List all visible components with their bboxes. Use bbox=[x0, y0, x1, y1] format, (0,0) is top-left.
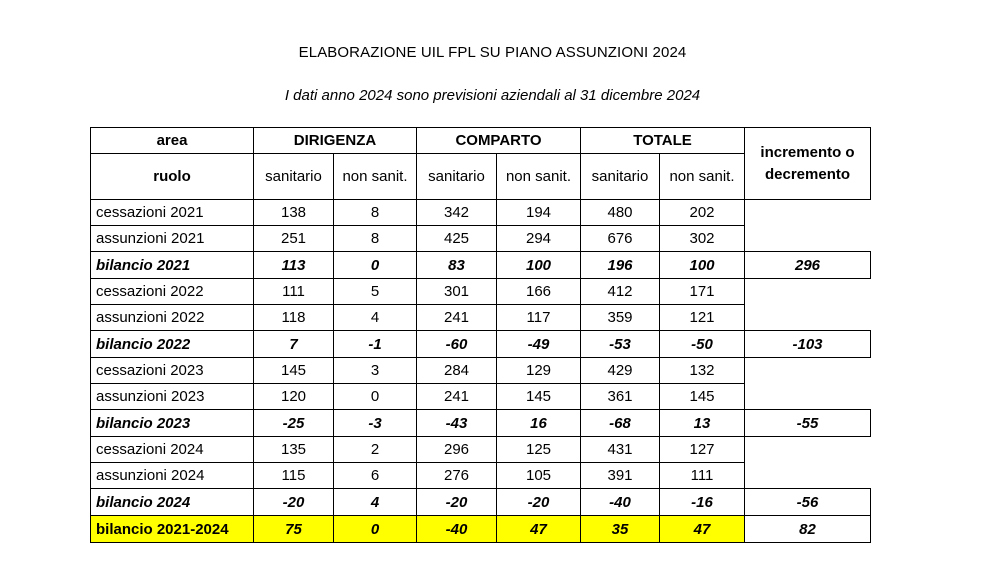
cell-totale-non-sanit: 171 bbox=[660, 279, 745, 305]
cell-totale-sanitario: 361 bbox=[581, 384, 660, 410]
cell-totale-sanitario: -40 bbox=[581, 489, 660, 516]
cell-incremento: 296 bbox=[745, 252, 871, 279]
row-label: bilancio 2024 bbox=[91, 489, 254, 516]
header-ruolo: ruolo bbox=[91, 154, 254, 200]
cell-dirigenza-sanitario: 113 bbox=[254, 252, 334, 279]
cell-totale-sanitario: 676 bbox=[581, 226, 660, 252]
cell-dirigenza-sanitario: 138 bbox=[254, 200, 334, 226]
cell-dirigenza-non-sanit: 4 bbox=[334, 489, 417, 516]
cell-comparto-non-sanit: 294 bbox=[497, 226, 581, 252]
cell-dirigenza-non-sanit: 3 bbox=[334, 358, 417, 384]
cell-totale-sanitario: 35 bbox=[581, 516, 660, 543]
header-comparto-non-sanit: non sanit. bbox=[497, 154, 581, 200]
cell-comparto-non-sanit: -49 bbox=[497, 331, 581, 358]
row-label: cessazioni 2023 bbox=[91, 358, 254, 384]
header-comparto-sanitario: sanitario bbox=[417, 154, 497, 200]
cell-comparto-non-sanit: 105 bbox=[497, 463, 581, 489]
header-row-area bbox=[91, 128, 871, 154]
cell-comparto-non-sanit: 100 bbox=[497, 252, 581, 279]
row-label: bilancio 2022 bbox=[91, 331, 254, 358]
cell-dirigenza-non-sanit: 8 bbox=[334, 200, 417, 226]
cell-dirigenza-sanitario: 7 bbox=[254, 331, 334, 358]
cell-comparto-non-sanit: 117 bbox=[497, 305, 581, 331]
cell-dirigenza-non-sanit: 0 bbox=[334, 252, 417, 279]
cell-totale-non-sanit: -16 bbox=[660, 489, 745, 516]
table-row bbox=[91, 463, 871, 489]
table-row bbox=[91, 358, 871, 384]
cell-comparto-non-sanit: 125 bbox=[497, 437, 581, 463]
cell-dirigenza-sanitario: 118 bbox=[254, 305, 334, 331]
cell-totale-sanitario: 391 bbox=[581, 463, 660, 489]
cell-totale-sanitario: 480 bbox=[581, 200, 660, 226]
cell-dirigenza-non-sanit: 2 bbox=[334, 437, 417, 463]
cell-comparto-sanitario: -43 bbox=[417, 410, 497, 437]
cell-incremento: -103 bbox=[745, 331, 871, 358]
cell-dirigenza-sanitario: 120 bbox=[254, 384, 334, 410]
cell-dirigenza-sanitario: -20 bbox=[254, 489, 334, 516]
cell-comparto-non-sanit: 194 bbox=[497, 200, 581, 226]
document-title: ELABORAZIONE UIL FPL SU PIANO ASSUNZIONI 2024 bbox=[298, 44, 687, 61]
header-totale: TOTALE bbox=[581, 128, 745, 154]
row-label: assunzioni 2022 bbox=[91, 305, 254, 331]
row-label: cessazioni 2022 bbox=[91, 279, 254, 305]
cell-totale-sanitario: -68 bbox=[581, 410, 660, 437]
cell-comparto-sanitario: 83 bbox=[417, 252, 497, 279]
row-label: assunzioni 2023 bbox=[91, 384, 254, 410]
cell-dirigenza-sanitario: -25 bbox=[254, 410, 334, 437]
balance-row bbox=[91, 252, 871, 279]
cell-comparto-sanitario: 342 bbox=[417, 200, 497, 226]
balance-row bbox=[91, 410, 871, 437]
table-row bbox=[91, 384, 871, 410]
table-row bbox=[91, 305, 871, 331]
cell-comparto-sanitario: -60 bbox=[417, 331, 497, 358]
cell-dirigenza-non-sanit: -3 bbox=[334, 410, 417, 437]
cell-totale-non-sanit: -50 bbox=[660, 331, 745, 358]
cell-totale-non-sanit: 121 bbox=[660, 305, 745, 331]
row-label: bilancio 2021-2024 bbox=[91, 516, 254, 543]
cell-incremento-empty bbox=[745, 305, 871, 331]
cell-comparto-sanitario: 241 bbox=[417, 384, 497, 410]
cell-comparto-sanitario: -40 bbox=[417, 516, 497, 543]
cell-incremento: 82 bbox=[745, 516, 871, 543]
cell-comparto-sanitario: 301 bbox=[417, 279, 497, 305]
cell-comparto-sanitario: 296 bbox=[417, 437, 497, 463]
balance-row bbox=[91, 516, 871, 543]
table-row bbox=[91, 279, 871, 305]
cell-dirigenza-non-sanit: 5 bbox=[334, 279, 417, 305]
cell-totale-sanitario: -53 bbox=[581, 331, 660, 358]
cell-dirigenza-non-sanit: -1 bbox=[334, 331, 417, 358]
cell-dirigenza-sanitario: 115 bbox=[254, 463, 334, 489]
cell-incremento-empty bbox=[745, 200, 871, 226]
row-label: cessazioni 2024 bbox=[91, 437, 254, 463]
cell-comparto-sanitario: 276 bbox=[417, 463, 497, 489]
cell-comparto-non-sanit: 16 bbox=[497, 410, 581, 437]
cell-comparto-non-sanit: 129 bbox=[497, 358, 581, 384]
row-label: assunzioni 2024 bbox=[91, 463, 254, 489]
cell-incremento: -56 bbox=[745, 489, 871, 516]
cell-comparto-sanitario: 425 bbox=[417, 226, 497, 252]
table-row bbox=[91, 437, 871, 463]
cell-incremento-empty bbox=[745, 226, 871, 252]
cell-totale-non-sanit: 47 bbox=[660, 516, 745, 543]
cell-incremento-empty bbox=[745, 437, 871, 463]
header-totale-sanitario: sanitario bbox=[581, 154, 660, 200]
cell-dirigenza-sanitario: 251 bbox=[254, 226, 334, 252]
cell-dirigenza-non-sanit: 0 bbox=[334, 384, 417, 410]
cell-comparto-non-sanit: 166 bbox=[497, 279, 581, 305]
cell-totale-non-sanit: 111 bbox=[660, 463, 745, 489]
hiring-balance-table bbox=[90, 127, 871, 543]
cell-comparto-sanitario: 241 bbox=[417, 305, 497, 331]
cell-dirigenza-sanitario: 111 bbox=[254, 279, 334, 305]
row-label: bilancio 2021 bbox=[91, 252, 254, 279]
row-label: assunzioni 2021 bbox=[91, 226, 254, 252]
row-label: bilancio 2023 bbox=[91, 410, 254, 437]
header-dirigenza: DIRIGENZA bbox=[254, 128, 417, 154]
cell-totale-sanitario: 429 bbox=[581, 358, 660, 384]
cell-totale-non-sanit: 13 bbox=[660, 410, 745, 437]
cell-totale-non-sanit: 145 bbox=[660, 384, 745, 410]
table-row bbox=[91, 200, 871, 226]
cell-comparto-sanitario: -20 bbox=[417, 489, 497, 516]
cell-incremento: -55 bbox=[745, 410, 871, 437]
cell-comparto-sanitario: 284 bbox=[417, 358, 497, 384]
cell-incremento-empty bbox=[745, 358, 871, 384]
document-subtitle: I dati anno 2024 sono previsioni aziendali al 31 dicembre 2024 bbox=[284, 87, 701, 104]
cell-totale-non-sanit: 202 bbox=[660, 200, 745, 226]
cell-dirigenza-non-sanit: 4 bbox=[334, 305, 417, 331]
cell-dirigenza-non-sanit: 0 bbox=[334, 516, 417, 543]
cell-totale-non-sanit: 302 bbox=[660, 226, 745, 252]
table-row bbox=[91, 226, 871, 252]
cell-totale-sanitario: 412 bbox=[581, 279, 660, 305]
balance-row bbox=[91, 331, 871, 358]
cell-incremento-empty bbox=[745, 279, 871, 305]
cell-dirigenza-sanitario: 145 bbox=[254, 358, 334, 384]
cell-dirigenza-sanitario: 135 bbox=[254, 437, 334, 463]
balance-row bbox=[91, 489, 871, 516]
cell-totale-non-sanit: 100 bbox=[660, 252, 745, 279]
cell-dirigenza-non-sanit: 8 bbox=[334, 226, 417, 252]
cell-totale-sanitario: 196 bbox=[581, 252, 660, 279]
cell-comparto-non-sanit: 47 bbox=[497, 516, 581, 543]
cell-totale-sanitario: 359 bbox=[581, 305, 660, 331]
header-incremento: incremento o decremento bbox=[745, 128, 871, 200]
header-comparto: COMPARTO bbox=[417, 128, 581, 154]
cell-incremento-empty bbox=[745, 463, 871, 489]
cell-comparto-non-sanit: 145 bbox=[497, 384, 581, 410]
cell-comparto-non-sanit: -20 bbox=[497, 489, 581, 516]
cell-incremento-empty bbox=[745, 384, 871, 410]
cell-dirigenza-non-sanit: 6 bbox=[334, 463, 417, 489]
header-area: area bbox=[91, 128, 254, 154]
row-label: cessazioni 2021 bbox=[91, 200, 254, 226]
header-dirigenza-non-sanit: non sanit. bbox=[334, 154, 417, 200]
header-totale-non-sanit: non sanit. bbox=[660, 154, 745, 200]
cell-totale-sanitario: 431 bbox=[581, 437, 660, 463]
cell-totale-non-sanit: 127 bbox=[660, 437, 745, 463]
cell-dirigenza-sanitario: 75 bbox=[254, 516, 334, 543]
header-dirigenza-sanitario: sanitario bbox=[254, 154, 334, 200]
cell-totale-non-sanit: 132 bbox=[660, 358, 745, 384]
